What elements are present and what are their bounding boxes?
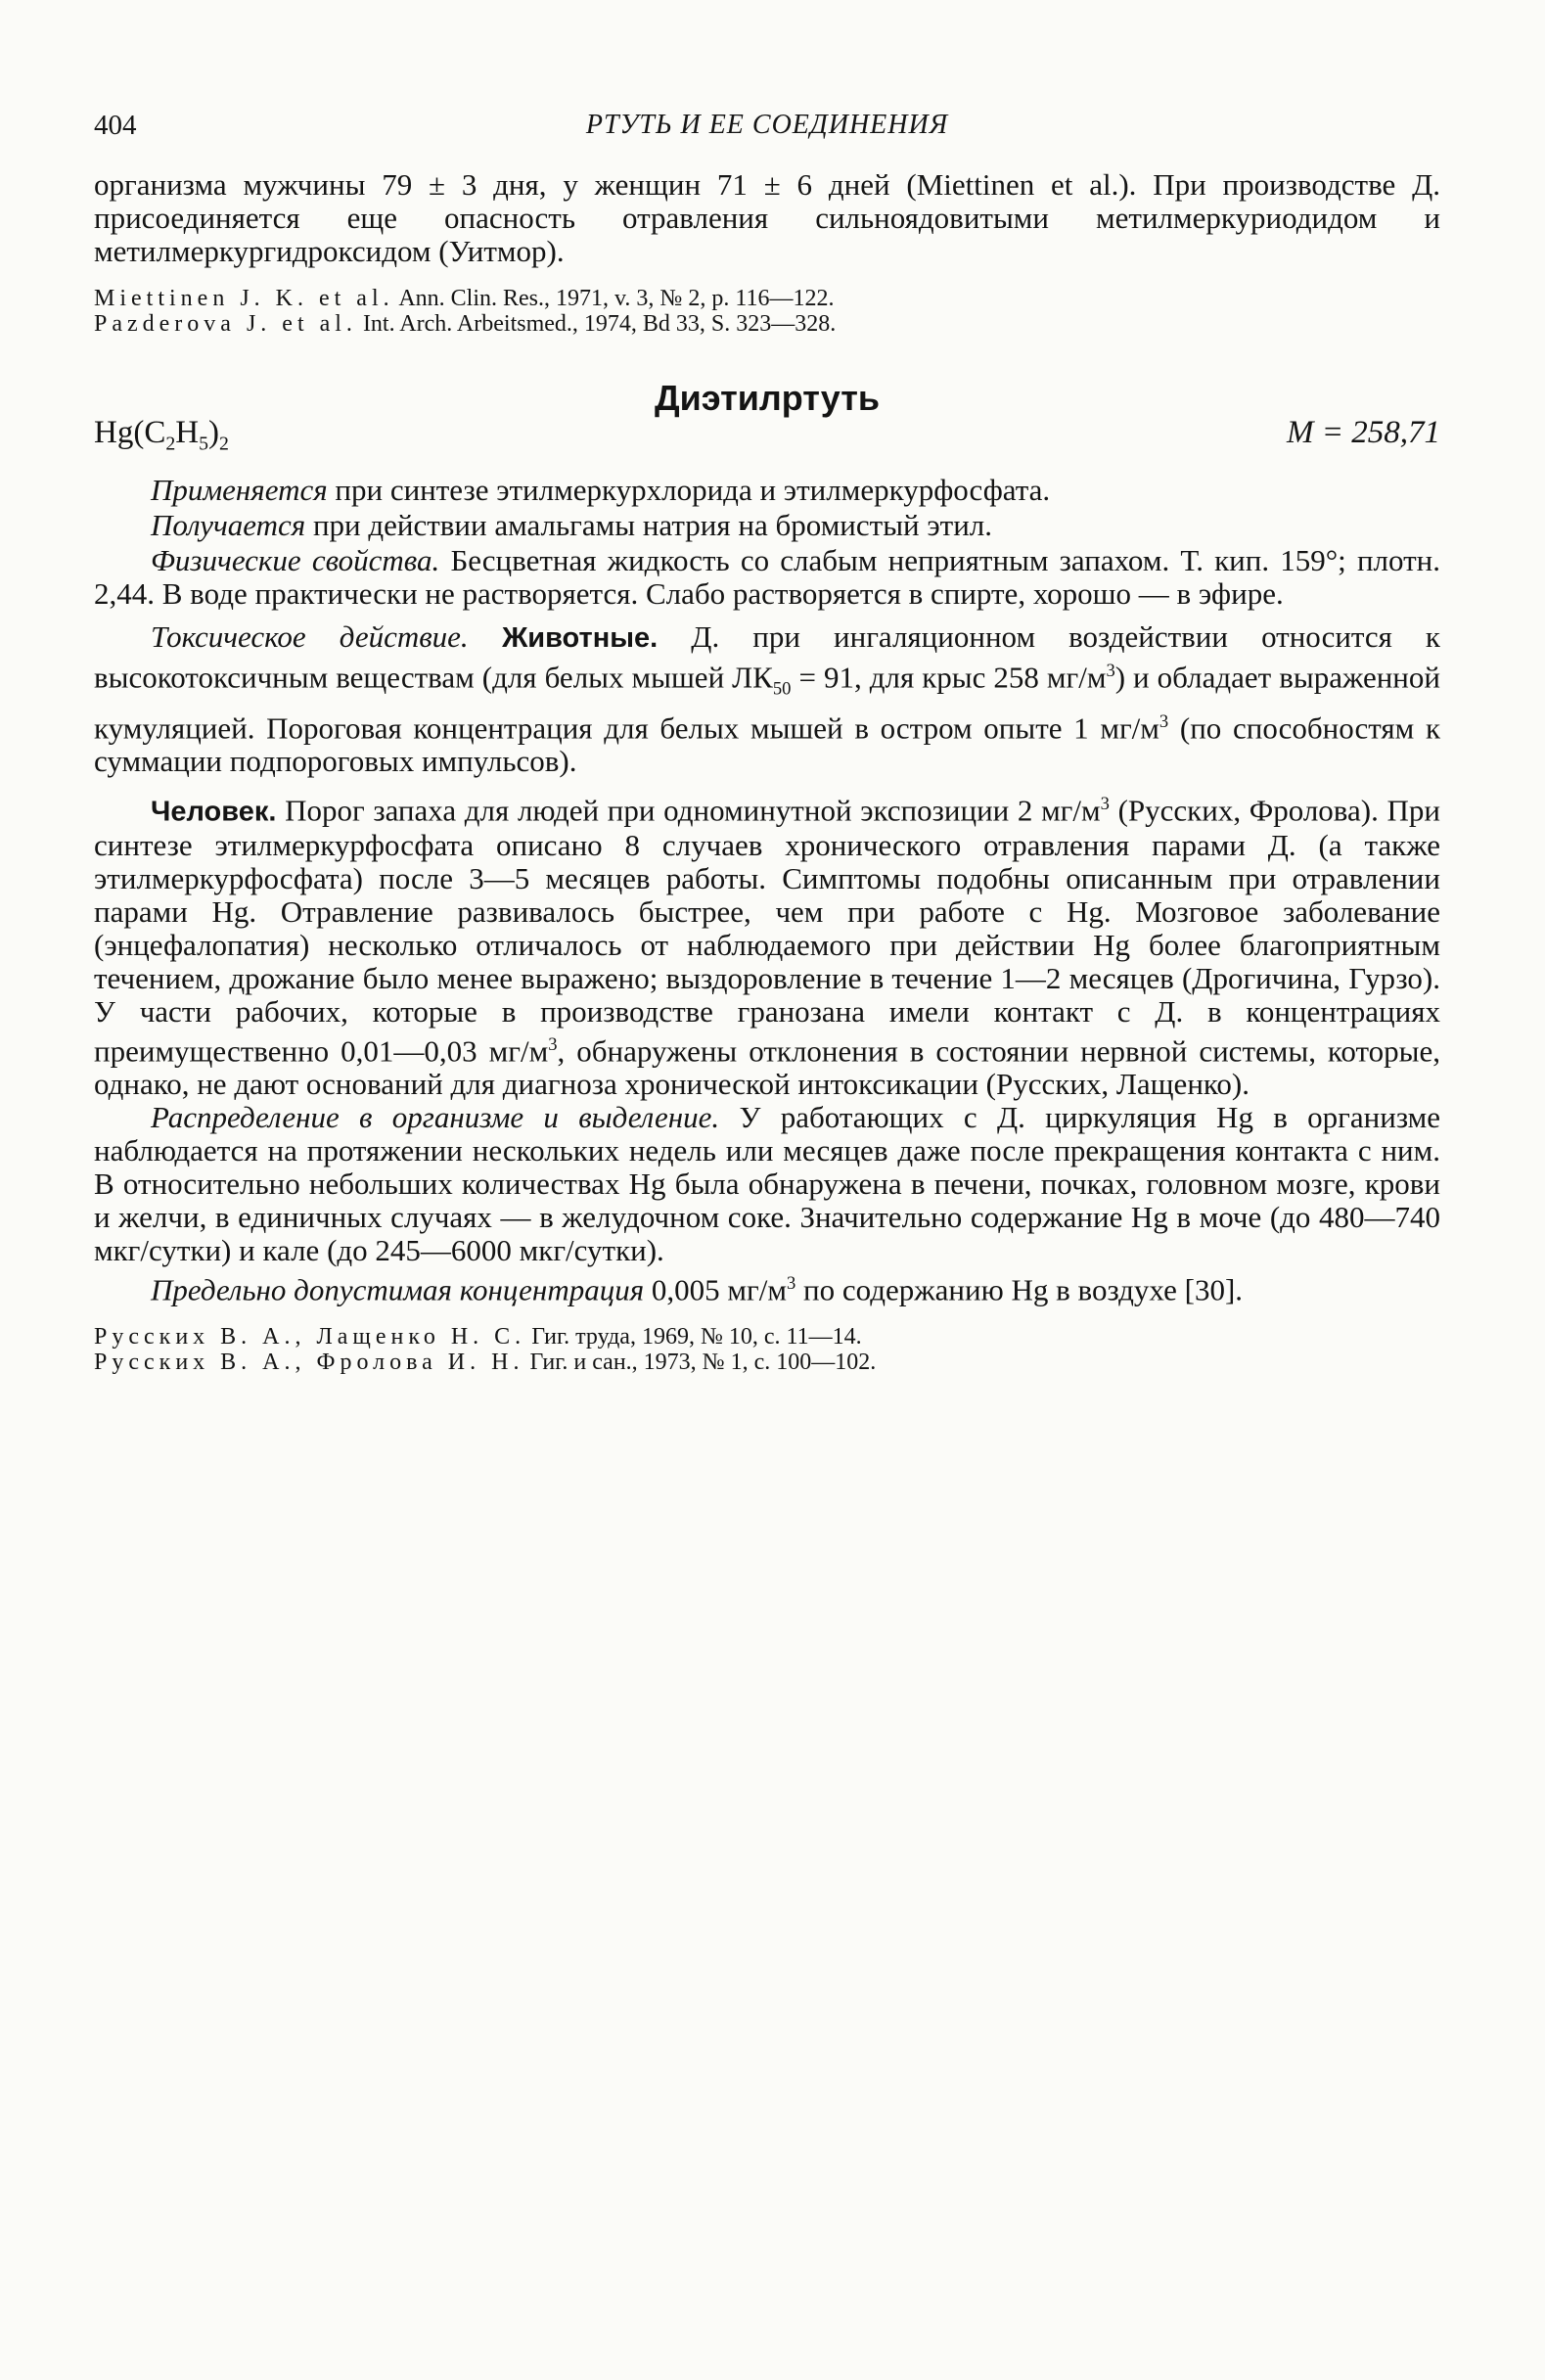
- paragraph-limit: Предельно допустимая концентрация 0,005 $мг/м^3$ по содержанию Hg в воздухе [30].: [151, 1272, 1244, 1307]
- intro-paragraph: организма мужчины 79 ± 3 дня, у женщин 71 ± 6 дней (Miettinen et al.). При производстве Д. присоединяется еще опасность отравления сильноядовитыми метилмеркуриодидом и метилмеркургидроксидом (Уитмор).: [94, 167, 1440, 268]
- reference-text: Ann. Clin. Res., 1971, v. 3, № 2, p. 116—122.: [393, 286, 835, 311]
- references-top: [94, 286, 1440, 337]
- reference-item: [94, 1324, 1440, 1350]
- reference-author: Русских В. А., Фролова И. Н.: [94, 1350, 524, 1376]
- reference-item: [94, 311, 1440, 337]
- paragraph-physical: Физические свойства. Бесцветная жидкость со слабым неприятным запахом. Т. кип. 159°; плотн. 2,44. В воде практически не растворяется. Слабо растворяется в спирте, хорошо — в эфире.: [94, 542, 1440, 611]
- reference-text: Гиг. труда, 1969, № 10, с. 11—14.: [525, 1324, 862, 1350]
- paragraph-use: Применяется при синтезе этилмеркурхлорида и этилмеркурфосфата.: [151, 472, 1051, 507]
- reference-text: Int. Arch. Arbeitsmed., 1974, Bd 33, S. 323—328.: [356, 311, 837, 337]
- section-title: Диэтилртуть: [654, 378, 881, 418]
- paragraph-distribution: Распределение в организме и выделение. У работающих с Д. циркуляция Hg в организме наблюдается на протяжении нескольких недель или месяцев даже после прекращения контакта с ним. В относительно небольших количествах Hg была обнаружена в печени, почках, головном мозге, крови и желчи, в единичных случаях — в желудочном соке. Значительно содержание Hg в моче (до 480—740 мкг/сутки) и кале (до 245—6000 мкг/сутки).: [94, 1100, 1441, 1268]
- formula-row: [94, 415, 1440, 456]
- molar-mass: M = 258,71: [1286, 415, 1440, 450]
- running-title: РТУТЬ И ЕЕ СОЕДИНЕНИЯ: [585, 110, 949, 140]
- reference-text: Гиг. и сан., 1973, № 1, с. 100—102.: [523, 1350, 877, 1376]
- page-number: 404: [94, 110, 137, 141]
- chemical-formula: $Hg(C_2H_5)_2$: [94, 415, 229, 455]
- reference-author: Miettinen J. K. et al.: [94, 286, 394, 311]
- paragraph-toxic: Токсическое действие. Животные. Д. при ингаляционном воздействии относится к высокотоксичным веществам (для белых мышей $ЛК_{50} = 91$, для крыс 258 $мг/м^3$) и обладает выраженной кумуляцией. Пороговая концентрация для белых мышей в остром опыте 1 $мг/м^3$ (по способностям к суммации подпороговых импульсов).: [94, 618, 1441, 779]
- reference-author: Русских В. А., Лащенко Н. С.: [94, 1324, 526, 1350]
- reference-item: [94, 1350, 1440, 1375]
- references-bottom: [94, 1324, 1440, 1375]
- reference-item: [94, 286, 1440, 311]
- paragraph-human: Человек. Порог запаха для людей при одноминутной экспозиции 2 $мг/м^3$ (Русских, Фролова). При синтезе этилмеркурфосфата описано 8 случаев хронического отравления парами Д. (а также этилмеркурфосфата) после 3—5 месяцев работы. Симптомы подобны описанным при отравлении парами Hg. Отравление развивалось быстрее, чем при работе с Hg. Мозговое заболевание (энцефалопатия) несколько отличалось от наблюдаемого при действии Hg более благоприятным течением, дрожание было менее выражено; выздоровление в течение 1—2 месяцев (Дрогичина, Гурзо). У части рабочих, которые в производстве гранозана имели контакт с Д. в концентрациях преимущественно 0,01—0,03 $мг/м^3$, обнаружены отклонения в состоянии нервной системы, которые, однако, не дают оснований для диагноза хронической интоксикации (Русских, Лащенко).: [94, 793, 1440, 1102]
- reference-author: Pazderova J. et al.: [94, 311, 357, 337]
- page: [94, 110, 1440, 1375]
- page-header: [94, 110, 1440, 168]
- paragraph-obtain: Получается при действии амальгамы натрия на бромистый этил.: [151, 507, 993, 542]
